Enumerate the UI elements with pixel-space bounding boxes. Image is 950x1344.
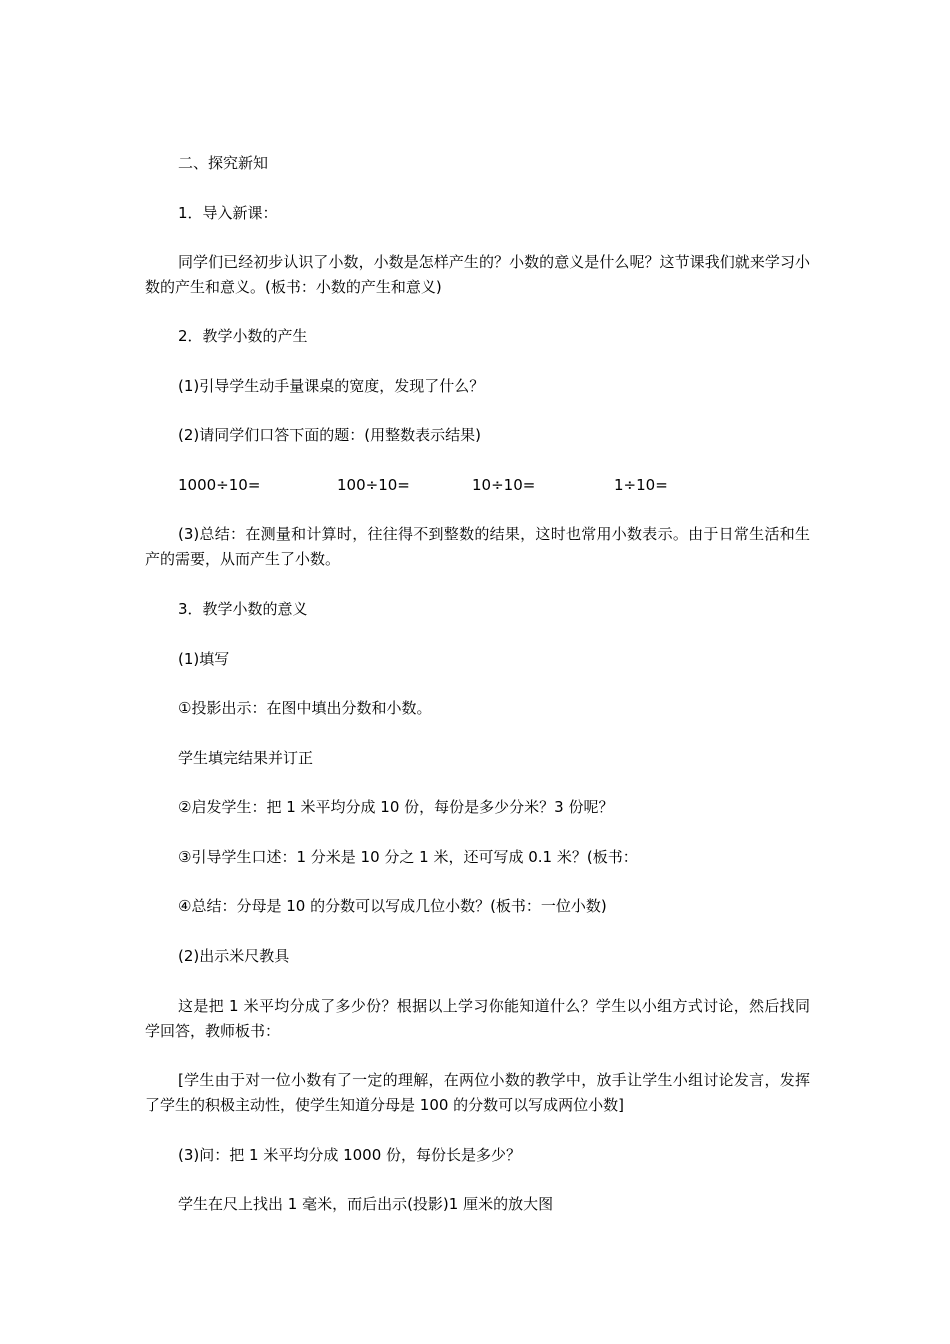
item3-step-4: ④总结：分母是 10 的分数可以写成几位小数？(板书：一位小数) bbox=[178, 897, 607, 915]
item1-title: 1．导入新课： bbox=[178, 204, 278, 222]
item3-correction: 学生填完结果并订正 bbox=[178, 749, 314, 767]
item3-question-3: (3)问：把 1 米平均分成 1000 份，每份长是多少？ bbox=[178, 1146, 522, 1164]
item3-fill: (1)填写 bbox=[178, 650, 230, 668]
equation-1000-div-10: 1000÷10= bbox=[178, 476, 261, 494]
item3-title: 3．教学小数的意义 bbox=[178, 600, 308, 618]
item1-paragraph: 同学们已经初步认识了小数，小数是怎样产生的？小数的意义是什么呢？这节课我们就来学习小数的产生和意义。(板书：小数的产生和意义) bbox=[145, 253, 810, 296]
item3-step-3: ③引导学生口述：1 分米是 10 分之 1 米，还可写成 0.1 米？(板书： bbox=[178, 848, 638, 866]
item3-step-1: ①投影出示：在图中填出分数和小数。 bbox=[178, 699, 432, 717]
item3-last-line: 学生在尺上找出 1 毫米，而后出示(投影)1 厘米的放大图 bbox=[178, 1195, 554, 1213]
equation-100-div-10: 100÷10= bbox=[337, 476, 410, 494]
item3-ruler: (2)出示米尺教具 bbox=[178, 947, 290, 965]
item2-question-2: (2)请同学们口答下面的题：(用整数表示结果) bbox=[178, 426, 481, 444]
item3-step-2: ②启发学生：把 1 米平均分成 10 份，每份是多少分米？3 份呢？ bbox=[178, 798, 614, 816]
item3-ruler-paragraph: 这是把 1 米平均分成了多少份？根据以上学习你能知道什么？学生以小组方式讨论，然后找同学回答，教师板书： bbox=[145, 997, 810, 1040]
item3-note: [学生由于对一位小数有了一定的理解，在两位小数的教学中，放手让学生小组讨论发言，发挥了学生的积极主动性，使学生知道分母是 100 的分数可以写成两位小数] bbox=[145, 1071, 810, 1114]
section-title: 二、探究新知 bbox=[178, 154, 269, 172]
equation-1-div-10: 1÷10= bbox=[614, 476, 668, 494]
item2-summary: (3)总结：在测量和计算时，往往得不到整数的结果，这时也常用小数表示。由于日常生活和生产的需要，从而产生了小数。 bbox=[145, 525, 810, 568]
equation-10-div-10: 10÷10= bbox=[472, 476, 536, 494]
item2-question-1: (1)引导学生动手量课桌的宽度，发现了什么？ bbox=[178, 377, 485, 395]
item2-title: 2．教学小数的产生 bbox=[178, 327, 308, 345]
